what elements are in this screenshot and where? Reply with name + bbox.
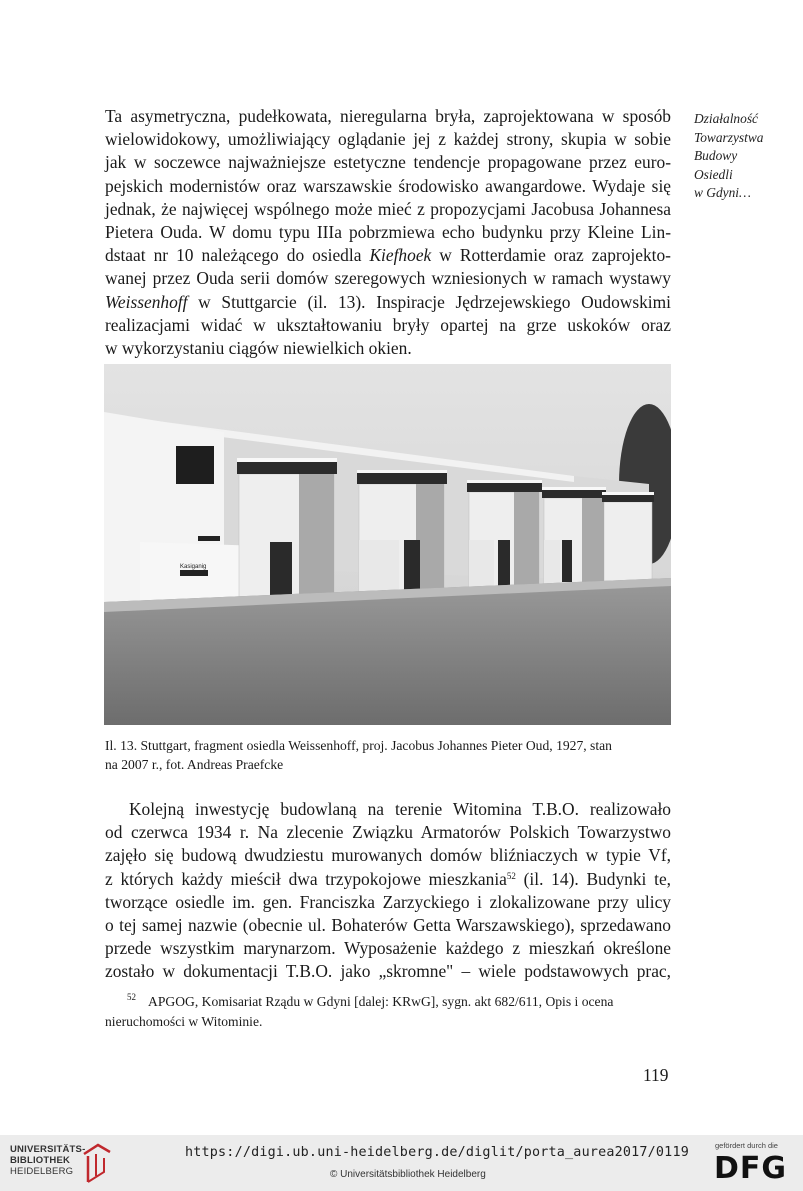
text-line: Ta asymetryczna, pudełkowata, nieregularna bryła, zaprojektowana w sposób <box>105 106 671 126</box>
text-run: (il. 14). Budynki te, <box>515 868 672 889</box>
document-url-link[interactable]: https://digi.ub.uni-heidelberg.de/diglit/porta_aurea2017/0119 <box>185 1145 689 1160</box>
text-line: przede wszystkim marynarzom. Wyposażenie każdego z mieszkań określone <box>105 938 671 959</box>
library-logo-icon <box>80 1142 112 1184</box>
body-paragraph-2 <box>105 798 671 984</box>
library-line: UNIVERSITÄTS- <box>10 1144 86 1155</box>
text-run: dstaat nr 10 należącego do osiedla <box>105 245 370 266</box>
text-line <box>105 291 671 314</box>
text-line <box>105 244 671 267</box>
library-logo-text[interactable] <box>10 1144 85 1177</box>
funder-note: gefördert durch die <box>715 1141 778 1150</box>
italic-term-kiefhoek: Kiefhoek <box>369 245 432 266</box>
text-line: w wykorzystaniu ciągów niewielkich okien. <box>105 338 412 359</box>
text-line: jak w soczewce najważniejsze estetyczne tendencje propagowane przez euro- <box>105 152 671 173</box>
text-line: realizacjami widać w ukształtowaniu bryły opartej na grze uskoków oraz <box>105 314 671 335</box>
italic-term-weissenhoff: Weissenhoff <box>105 291 188 312</box>
text-line: wanej przez Ouda serii domów szeregowych wzniesionych w ramach wystawy <box>105 268 671 289</box>
text-line: Kolejną inwestycję budowlaną na terenie Witomina T.B.O. realizowało <box>129 799 671 819</box>
sign-text: Kasiganig <box>180 564 207 570</box>
viewer-footer-bar <box>0 1135 803 1191</box>
footnote-number: 52 <box>127 992 136 1002</box>
text-line: wielowidokowy, umożliwiający oglądanie jej z każdej strony, skupia w sobie <box>105 129 671 150</box>
margin-note-line: Towarzystwa <box>694 129 764 145</box>
dfg-logo[interactable]: DFG <box>714 1151 788 1186</box>
text-run: z których każdy mieścił dwa trzypokojowe mieszkania <box>105 868 507 889</box>
text-line: tworzące osiedle im. gen. Franciszka Zarzyckiego i zlokalizowane przy ulicy <box>105 891 671 912</box>
running-margin-note <box>694 110 784 203</box>
library-line: BIBLIOTHEK <box>10 1155 71 1166</box>
text-line: od czerwca 1934 r. Na zlecenie Związku Armatorów Polskich Towarzystwo <box>105 822 671 843</box>
footnote-text: APGOG, Komisariat Rządu w Gdyni [dalej: KRwG], sygn. akt 682/611, Opis i ocena <box>148 994 614 1009</box>
copyright-notice: © Universitätsbibliothek Heidelberg <box>330 1169 486 1180</box>
text-line: zostało w dokumentacji T.B.O. jako „skromne" – wiele podstawowych prac, <box>105 961 671 982</box>
margin-note-line: Działalność <box>694 111 758 126</box>
body-paragraph-1 <box>105 105 671 360</box>
library-line: HEIDELBERG <box>10 1166 74 1177</box>
footnote-text: nieruchomości w Witominie. <box>105 1014 263 1029</box>
text-line: o tej samej nazwie (obecnie ul. Bohaterów Getta Warszawskiego), sprzedawano <box>105 915 671 936</box>
caption-line: na 2007 r., fot. Andreas Praefcke <box>105 757 284 772</box>
caption-line: Il. 13. Stuttgart, fragment osiedla Weissenhoff, proj. Jacobus Johannes Pieter Oud, 1927, stan <box>105 738 612 753</box>
figure-photo-weissenhoff <box>104 364 671 725</box>
text-line: pejskich modernistów oraz warszawskie środowisko awangardowe. Wydaje się <box>105 175 671 196</box>
text-line: jednak, że najwięcej wspólnego może mieć z propozycjami Jacobusa Johannesa <box>105 198 671 219</box>
page-number: 119 <box>643 1065 669 1085</box>
text-run: w Stuttgarcie (il. 13). Inspiracje Jędrzejewskiego Oudowskimi <box>187 291 671 312</box>
text-run: w Rotterdamie oraz zaprojekto- <box>431 245 671 266</box>
margin-note-line: Osiedli <box>694 166 733 182</box>
text-line: zajęło się budową dwudziestu murowanych domów bliźniaczych w typie Vf, <box>105 845 671 866</box>
text-line: Pietera Ouda. W domu typu IIIa pobrzmiewa echo budynku przy Kleine Lin- <box>105 222 671 243</box>
footnote-reference[interactable]: 52 <box>506 870 516 881</box>
footnote <box>105 992 671 1032</box>
figure-caption <box>105 736 671 774</box>
margin-note-line: w Gdyni… <box>694 185 751 201</box>
margin-note-line: Budowy <box>694 148 738 164</box>
text-line <box>105 868 671 891</box>
photo-illustration <box>104 364 671 725</box>
